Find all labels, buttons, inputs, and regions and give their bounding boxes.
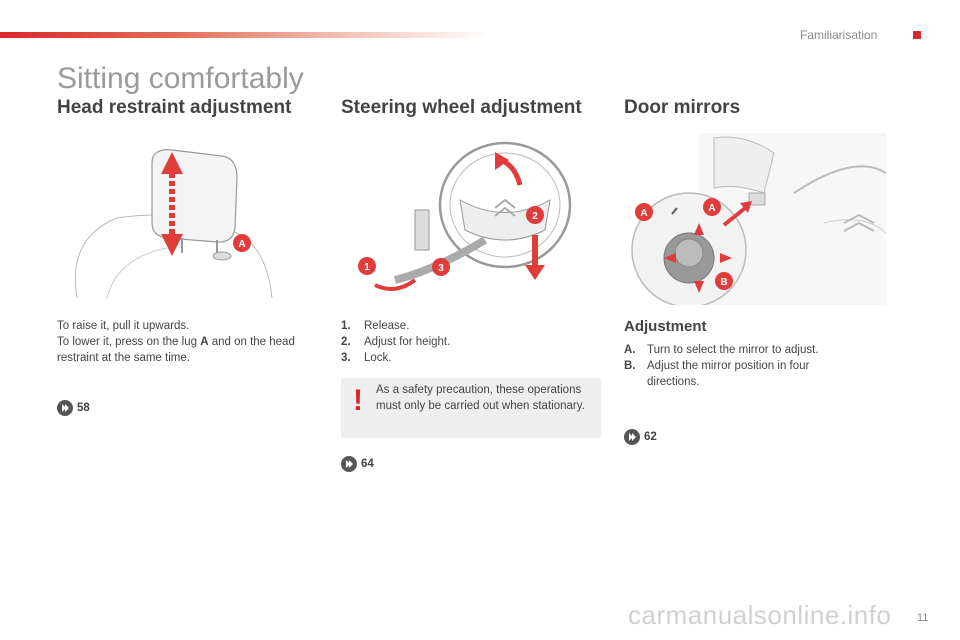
mirror-steps [624, 342, 844, 390]
page-ref-icon [341, 456, 357, 472]
list-item: 3. Lock. [341, 352, 392, 364]
mirrors-title: Door mirrors [624, 97, 741, 118]
steering-steps [341, 318, 591, 366]
list-item: 2. Adjust for height. [341, 336, 451, 348]
steering-title: Steering wheel adjustment [341, 97, 582, 118]
svg-text:A: A [708, 203, 716, 214]
page-title: Sitting comfortably [57, 62, 304, 95]
warning-icon: ! [353, 384, 363, 417]
mirrors-adjustment-subtitle: Adjustment [624, 318, 707, 335]
svg-text:1: 1 [364, 262, 370, 273]
list-item: B. Adjust the mirror position in four directions. [624, 360, 810, 388]
list-item: A. Turn to select the mirror to adjust. [624, 344, 819, 356]
page-ref-icon [624, 429, 640, 445]
mirrors-page-ref[interactable]: 62 [624, 429, 657, 445]
section-marker [913, 31, 921, 39]
head-restraint-illustration [57, 138, 292, 308]
header-accent-bar [0, 32, 490, 38]
page-number: 11 [917, 612, 929, 624]
svg-text:3: 3 [438, 263, 444, 274]
steering-wheel-illustration [355, 130, 585, 305]
svg-text:2: 2 [532, 211, 538, 222]
steering-page-ref[interactable]: 64 [341, 456, 374, 472]
head-restraint-text: To raise it, pull it upwards. To lower it, press on the lug A and on the head restraint at the same time. [57, 320, 295, 364]
page-ref-icon [57, 400, 73, 416]
svg-text:B: B [720, 277, 728, 288]
svg-text:A: A [640, 208, 648, 219]
list-item: 1. Release. [341, 320, 410, 332]
head-restraint-title: Head restraint adjustment [57, 97, 292, 118]
warning-text: As a safety precaution, these operations must only be carried out when stationary. [376, 384, 585, 412]
door-mirror-control-illustration [624, 133, 886, 305]
safety-warning-box [341, 378, 601, 438]
section-label: Familiarisation [800, 28, 878, 42]
svg-text:A: A [238, 239, 246, 250]
watermark: carmanualsonline.info [628, 600, 892, 630]
head-restraint-page-ref[interactable]: 58 [57, 400, 90, 416]
